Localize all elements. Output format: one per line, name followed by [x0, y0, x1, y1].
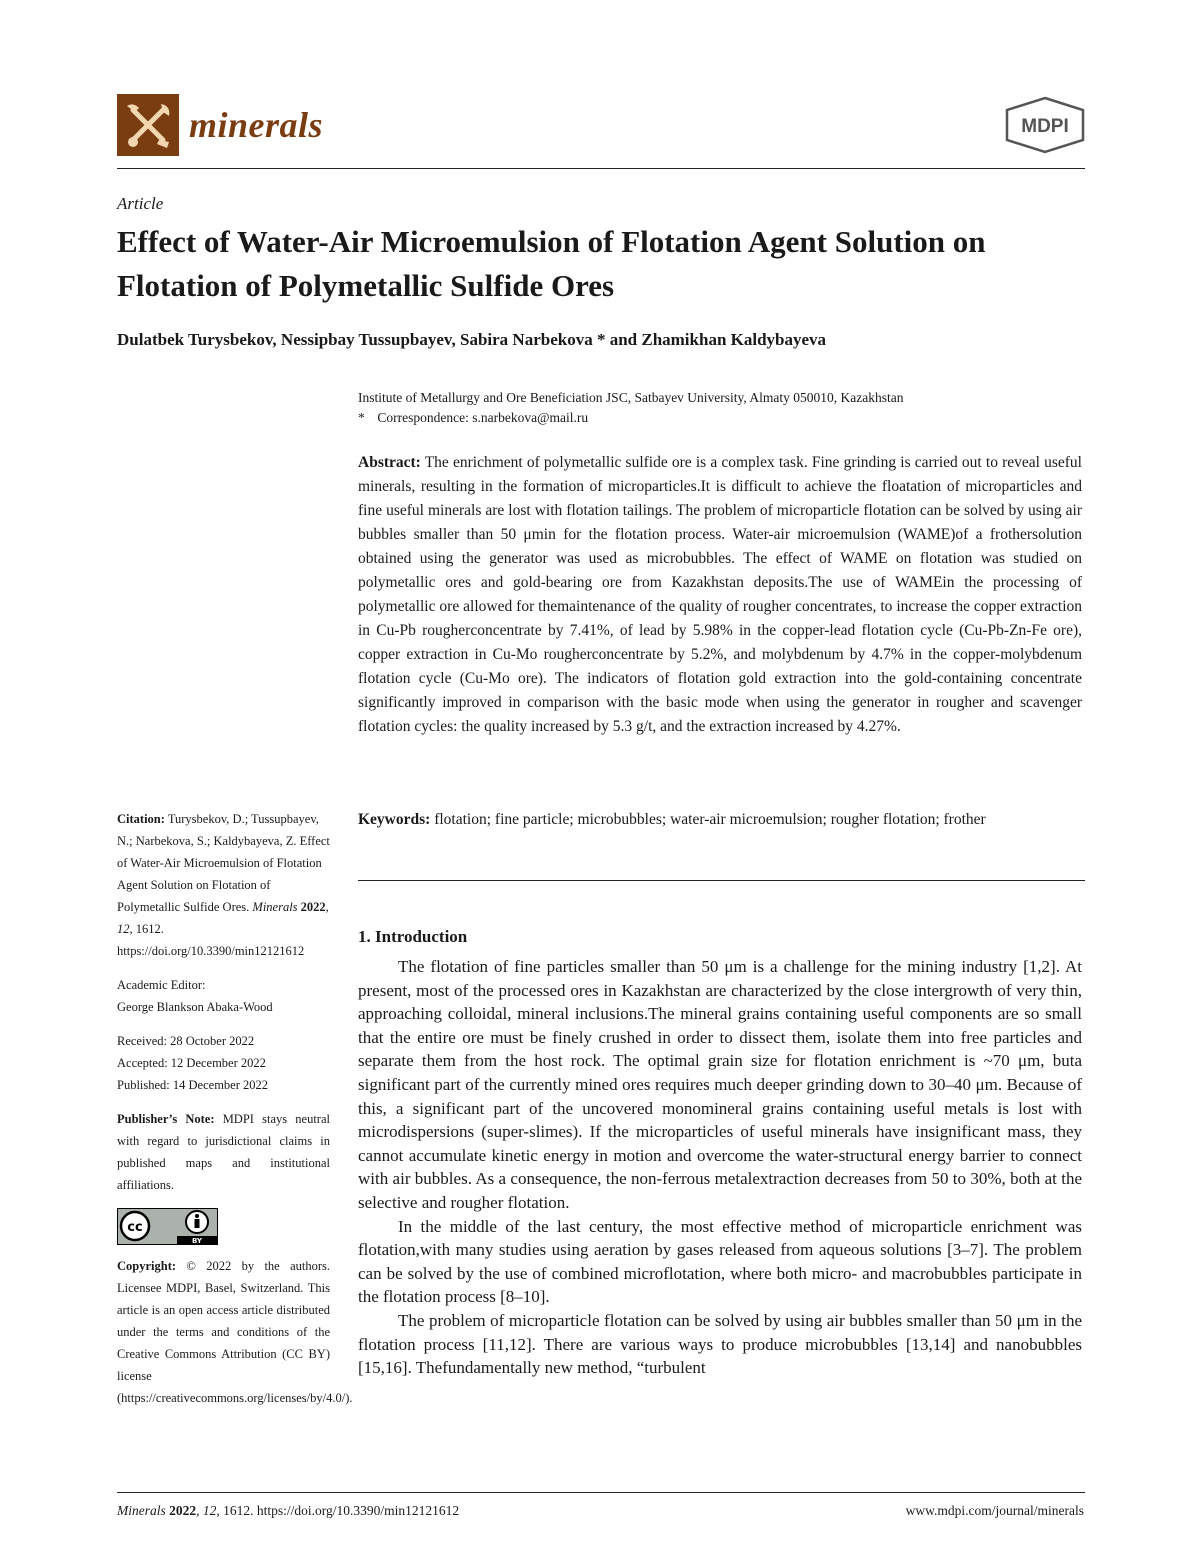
footer-volume: 12 [202, 1503, 217, 1518]
abstract-divider [358, 880, 1085, 881]
copyright-text: © 2022 by the authors. Licensee MDPI, Basel, Switzerland. This article is an open access article distributed under the terms and conditions of the Creative Commons Attribution (CC BY) license (https://creativecommons.org/licenses/by/4.0/). [117, 1259, 353, 1405]
journal-logo [117, 94, 323, 156]
abstract-label: Abstract: [358, 454, 421, 471]
sidebar [117, 808, 353, 1421]
mdpi-logo [1003, 96, 1087, 154]
affiliation: Institute of Metallurgy and Ore Beneficiation JSC, Satbayev University, Almaty 050010, Kazakhstan [358, 390, 904, 405]
keywords-label: Keywords: [358, 811, 431, 828]
academic-editor: George Blankson Abaka-Wood [117, 1000, 273, 1014]
citation-volume: 12 [117, 922, 130, 936]
header-divider [117, 168, 1085, 169]
citation-journal: Minerals [252, 900, 298, 914]
citation-doi-link[interactable]: https://doi.org/10.3390/min12121612 [117, 944, 305, 958]
citation-year: 2022 [300, 900, 326, 914]
author-list: Dulatbek Turysbekov, Nessipbay Tussupbayev, Sabira Narbekova * and Zhamikhan Kaldybayeva [117, 330, 827, 349]
svg-text:cc: cc [127, 1220, 143, 1235]
affiliation-block [358, 388, 1085, 428]
accepted-date: Accepted: 12 December 2022 [117, 1056, 266, 1070]
correspondence-mark: * [358, 410, 365, 425]
academic-editor-label: Academic Editor: [117, 978, 206, 992]
published-date: Published: 14 December 2022 [117, 1078, 269, 1092]
correspondence [358, 408, 1085, 428]
keywords [358, 808, 1082, 832]
mdpi-logo-text: MDPI [1021, 116, 1069, 137]
received-date: Received: 28 October 2022 [117, 1034, 255, 1048]
citation-pages: , 1612. [129, 922, 164, 936]
publisher-note: MDPI stays neutral with regard to jurisdictional claims in published maps and institutional affiliations. [117, 1112, 330, 1192]
journal-name: minerals [189, 105, 324, 145]
abstract-text: The enrichment of polymetallic sulfide ore is a complex task. Fine grinding is carried out to reveal useful minerals, resulting in the formation of microparticles.It is difficult to achieve the floatation of microparticles and fine useful minerals are lost with flotation tailings. The problem of microparticle flotation can be solved by using air bubbles smaller than 50 μmin for the flotation process. Water-air microemulsion (WAME)of a frothersolution obtained using the generator was used as microbubbles. The effect of WAME on flotation was studied on polymetallic ores and gold-bearing ore from Kazakhstan deposits.The use of WAMEin the processing of polymetallic ore allowed for themaintenance of the quality of rougher concentrates, to increase the copper extraction in Cu-Pb rougherconcentrate by 7.41%, of lead by 5.98% in the copper-lead flotation cycle (Cu-Pb-Zn-Fe ore), copper extraction in Cu-Mo rougherconcentrate by 5.2%, and molybdenum by 4.7% in the copper-molybdenum flotation cycle (Cu-Mo ore). The indicators of flotation gold extraction into the gold-containing concentrate significantly improved in comparison with the basic mode when using the generator in rougher and scavenger flotation cycles: the quality increased by 5.3 g/t, and the extraction increased by 4.27%. [358, 454, 1082, 735]
publisher-note-block [117, 1108, 330, 1196]
footer-year: 2022 [169, 1503, 197, 1518]
article-title: Effect of Water-Air Microemulsion of Flotation Agent Solution on Flotation of Polymetallic Sulfide Ores [117, 224, 986, 303]
footer-divider [117, 1492, 1085, 1493]
correspondence-email: Correspondence: s.narbekova@mail.ru [377, 410, 589, 425]
footer-citation: Minerals 2022, 12, 1612. https://doi.org/10.3390/min12121612 [117, 1503, 460, 1518]
citation-block: Citation: Turysbekov, D.; Tussupbayev, N.; Narbekova, S.; Kaldybayeva, Z. Effect of Water-Air Microemulsion of Flotation Agent Solution on Flotation of Polymetallic Sulfide Ores. Minerals 2022, 12, 1612. https://doi.org/10.3390/min12121612 [117, 812, 330, 958]
body-paragraph: In the middle of the last century, the most effective method of microparticle enrichment was flotation,with many studies using aeration by gases released from aqueous solutions [3–7]. The problem can be solved by the use of combined microflotation, where both micro- and macrobubbles participate in the flotation process [8–10]. [358, 1216, 1082, 1307]
dates-block [117, 1030, 330, 1096]
copyright-block [117, 1255, 353, 1409]
citation-text: Turysbekov, D.; Tussupbayev, N.; Narbekova, S.; Kaldybayeva, Z. Effect of Water-Air Microemulsion of Flotation Agent Solution on Flotation of Polymetallic Sulfide Ores. [117, 812, 330, 914]
cc-by-license-icon[interactable] [117, 1208, 218, 1245]
article-type: Article [117, 194, 164, 213]
section-heading-introduction: 1. Introduction [358, 927, 468, 946]
footer-journal-url[interactable]: www.mdpi.com/journal/minerals [905, 1503, 1084, 1518]
publisher-note-label: Publisher’s Note: [117, 1112, 215, 1126]
introduction-body [358, 955, 1082, 1380]
copyright-label: Copyright: [117, 1259, 177, 1273]
footer-journal: Minerals [117, 1503, 166, 1518]
pickaxe-shovel-icon [117, 94, 179, 156]
footer-doi[interactable]: , 1612. https://doi.org/10.3390/min12121612 [216, 1503, 460, 1518]
academic-editor-block [117, 974, 330, 1018]
body-paragraph: The flotation of fine particles smaller than 50 μm is a challenge for the mining industry [1,2]. At present, most of the processed ores in Kazakhstan are characterized by the close intergrowth of very thin, approaching colloidal, mineral inclusions.The mineral grains containing useful components are so small that the entire ore must be finely crushed in order to dissect them, isolate them into free particles and separate them from the host rock. The optimal grain size for flotation enrichment is ~70 μm, buta significant part of the currently mined ores requires much deeper grinding down to 30–40 μm. Because of this, a significant part of the uncovered monomineral grains containing useful metals is lost with microdispersions (super-slimes). If the microparticles of useful minerals have insignificant mass, they cannot accumulate kinetic energy in motion and overcome the water-structural energy barrier to connect with air bubbles. As a consequence, the non-ferrous metalextraction decreases from 50 to 30%, both at the selective and rougher flotation. [358, 957, 1082, 1212]
cc-by-label: BY [191, 1237, 203, 1245]
body-paragraph: The problem of microparticle flotation can be solved by using air bubbles smaller than 50 μm in the flotation process [11,12]. There are various ways to produce microbubbles [13,14] and nanobubbles [15,16]. Thefundamentally new method, “turbulent [358, 1310, 1082, 1378]
keywords-text: flotation; fine particle; microbubbles; water-air microemulsion; rougher flotation; frother [434, 811, 986, 828]
citation-label: Citation: [117, 812, 165, 826]
abstract [358, 451, 1082, 739]
